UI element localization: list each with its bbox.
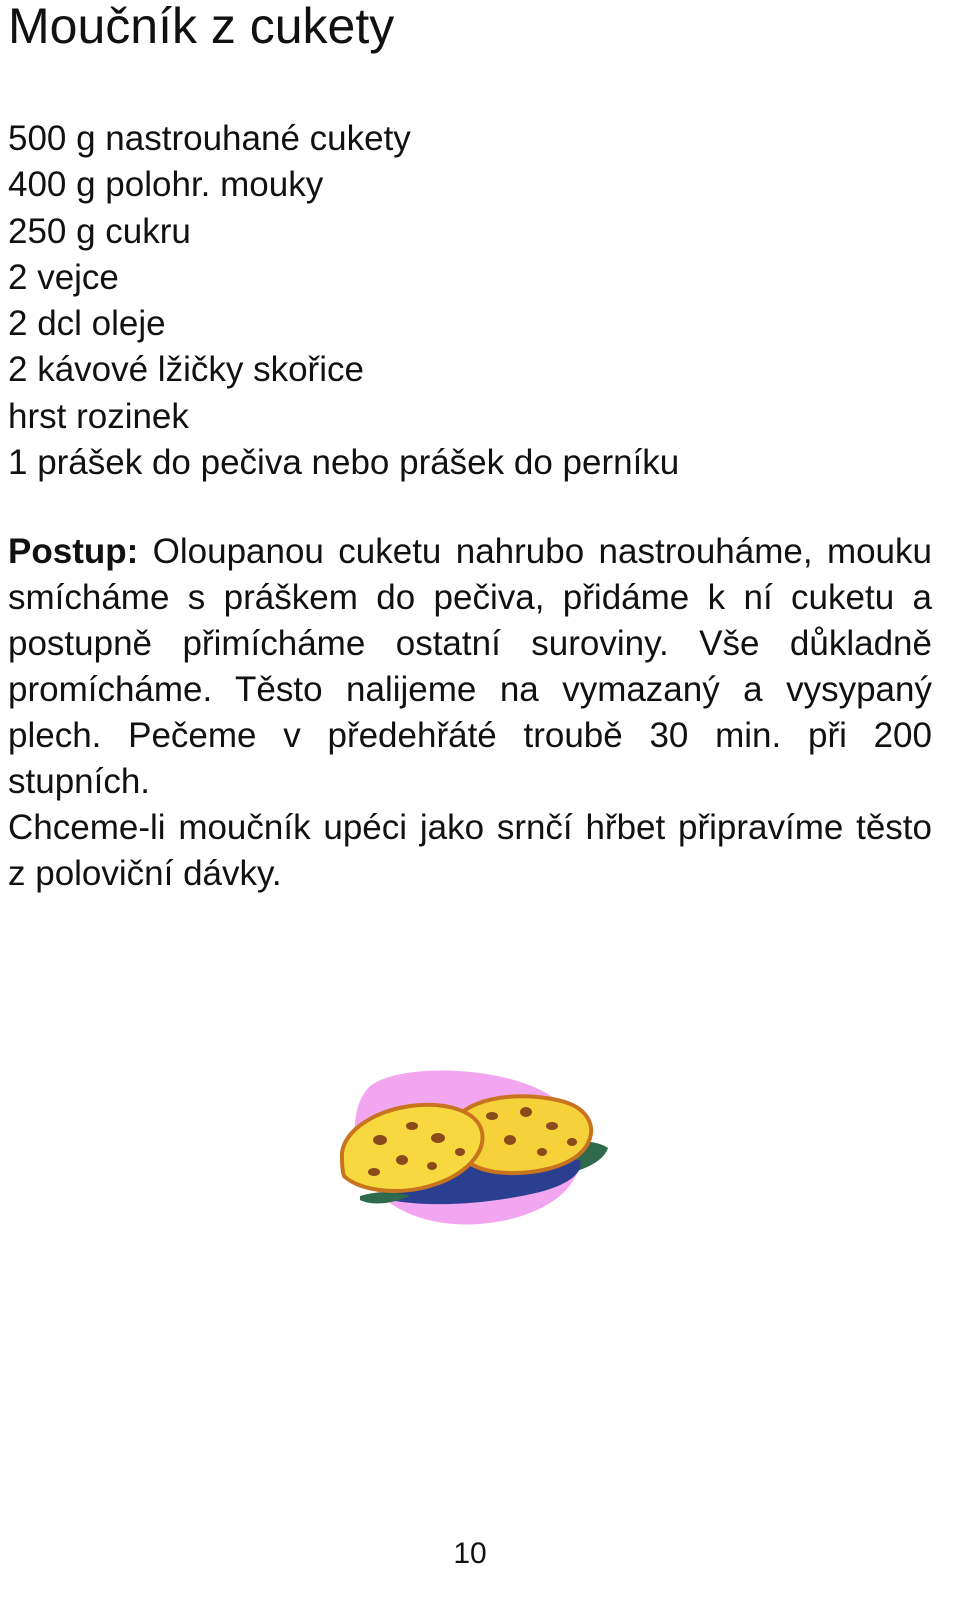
page-number: 10 [453,1537,487,1570]
ingredient-item: 250 g cukru [8,211,191,251]
recipe-title: Moučník z cukety [8,0,395,54]
method-note: Chceme-li moučník upéci jako srnčí hřbet připravíme těsto z poloviční dávky. [8,808,932,893]
ingredient-item: 400 g polohr. mouky [8,165,324,205]
ingredient-item: 2 vejce [8,257,119,297]
cookies-clipart-icon [330,1068,610,1228]
ingredients-list [8,116,679,486]
method-paragraph [8,529,932,805]
ingredient-item: hrst rozinek [8,396,189,436]
ingredient-item: 2 kávové lžičky skořice [8,350,364,390]
method-section [8,529,932,897]
ingredient-item: 500 g nastrouhané cukety [8,119,411,158]
method-text: Oloupanou cuketu nahrubo nastrouháme, mouku smícháme s práškem do pečiva, přidáme k ní cuketu a postupně přimícháme ostatní suroviny. Vše důkladně promícháme. Těsto nalijeme na vymazaný a vysypaný plech. Pečeme v předehřáté troubě 30 min. při 200 stupních. [8,532,932,801]
ingredient-item: 1 prášek do pečiva nebo prášek do perníku [8,443,680,483]
ingredient-item: 2 dcl oleje [8,304,166,344]
method-label: Postup: [8,532,139,571]
